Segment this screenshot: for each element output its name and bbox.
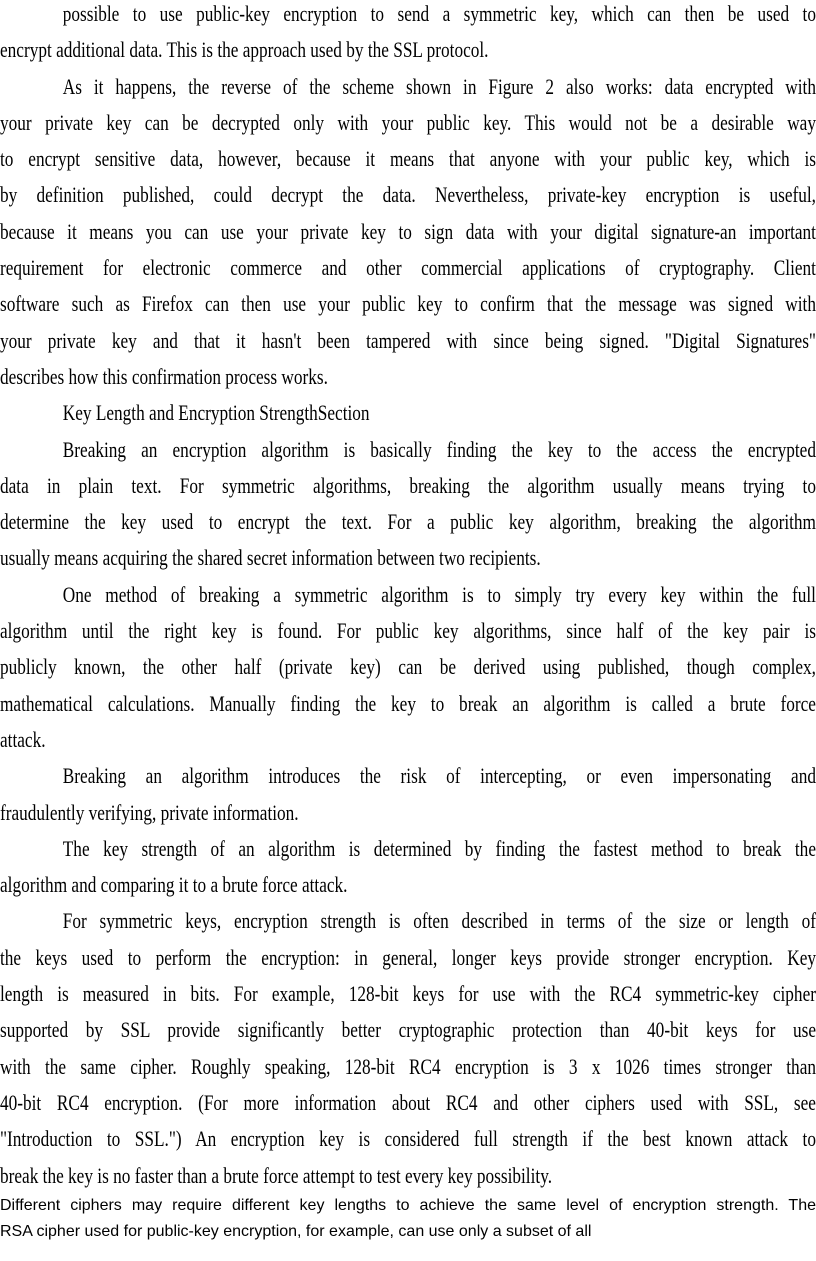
text-line: 40-bit RC4 encryption. (For more information about RC4 and other ciphers used with SSL, see <box>0 1089 816 1115</box>
text-line: RSA cipher used for public-key encryption, for example, can use only a subset of all <box>0 1222 592 1240</box>
paragraph <box>0 577 816 758</box>
paragraph <box>0 831 816 904</box>
text-line: data in plain text. For symmetric algorithms, breaking the algorithm usually means trying to <box>0 472 816 498</box>
text-line: For symmetric keys, encryption strength is often described in terms of the size or length of <box>62 908 816 934</box>
text-line: software such as Firefox can then use your public key to confirm that the message was signed with <box>0 291 816 317</box>
text-line: algorithm and comparing it to a brute force attack. <box>0 872 348 898</box>
text-line: supported by SSL provide significantly better cryptographic protection than 40-bit keys for use <box>0 1017 816 1043</box>
text-line: encrypt additional data. This is the approach used by the SSL protocol. <box>0 37 489 63</box>
section-heading-paragraph <box>0 395 816 431</box>
text-line: As it happens, the reverse of the scheme shown in Figure 2 also works: data encrypted with <box>62 73 816 99</box>
text-line: One method of breaking a symmetric algorithm is to simply try every key within the full <box>62 581 816 607</box>
paragraph <box>0 1193 816 1245</box>
footer-paragraph <box>0 1193 816 1245</box>
text-line: your private key and that it hasn't been tampered with since being signed. "Digital Signatures" <box>0 327 816 353</box>
text-line: to encrypt sensitive data, however, because it means that anyone with your public key, which is <box>0 146 816 172</box>
text-line: your private key can be decrypted only with your public key. This would not be a desirable way <box>0 109 816 135</box>
paragraph <box>0 69 816 396</box>
text-line: determine the key used to encrypt the text. For a public key algorithm, breaking the algorithm <box>0 509 816 535</box>
paragraph <box>0 758 816 831</box>
text-line: Breaking an algorithm introduces the risk of intercepting, or even impersonating and <box>62 763 816 789</box>
text-line: publicly known, the other half (private key) can be derived using published, though complex, <box>0 654 816 680</box>
text-line: with the same cipher. Roughly speaking, 128-bit RC4 encryption is 3 x 1026 times stronger than <box>0 1053 816 1079</box>
text-line: attack. <box>0 726 46 752</box>
text-line: Breaking an encryption algorithm is basically finding the key to the access the encrypted <box>62 436 816 462</box>
text-line: mathematical calculations. Manually finding the key to break an algorithm is called a brute force <box>0 690 816 716</box>
text-line: usually means acquiring the shared secret information between two recipients. <box>0 545 541 571</box>
paragraph <box>0 903 816 1193</box>
text-line: by definition published, could decrypt the data. Nevertheless, private-key encryption is useful, <box>0 182 816 208</box>
text-line: break the key is no faster than a brute force attempt to test every key possibility. <box>0 1162 553 1188</box>
text-line: "Introduction to SSL.") An encryption key is considered full strength if the best known attack to <box>0 1126 816 1152</box>
text-line: requirement for electronic commerce and other commercial applications of cryptography. Client <box>0 255 816 281</box>
text-line: fraudulently verifying, private information. <box>0 799 299 825</box>
text-line: Different ciphers may require different key lengths to achieve the same level of encryption strength. The <box>0 1196 816 1214</box>
text-line: The key strength of an algorithm is determined by finding the fastest method to break the <box>62 835 816 861</box>
text-line: algorithm until the right key is found. For public key algorithms, since half of the key pair is <box>0 618 816 644</box>
paragraph <box>0 0 816 69</box>
text-line: Key Length and Encryption StrengthSection <box>62 400 370 426</box>
text-line: length is measured in bits. For example, 128-bit keys for use with the RC4 symmetric-key cipher <box>0 981 816 1007</box>
paragraph <box>0 432 816 577</box>
text-line: because it means you can use your private key to sign data with your digital signature-an important <box>0 218 816 244</box>
text-line: possible to use public-key encryption to send a symmetric key, which can then be used to <box>62 1 816 26</box>
text-line: describes how this confirmation process works. <box>0 363 328 389</box>
text-line: the keys used to perform the encryption: in general, longer keys provide stronger encryption. Key <box>0 944 816 970</box>
